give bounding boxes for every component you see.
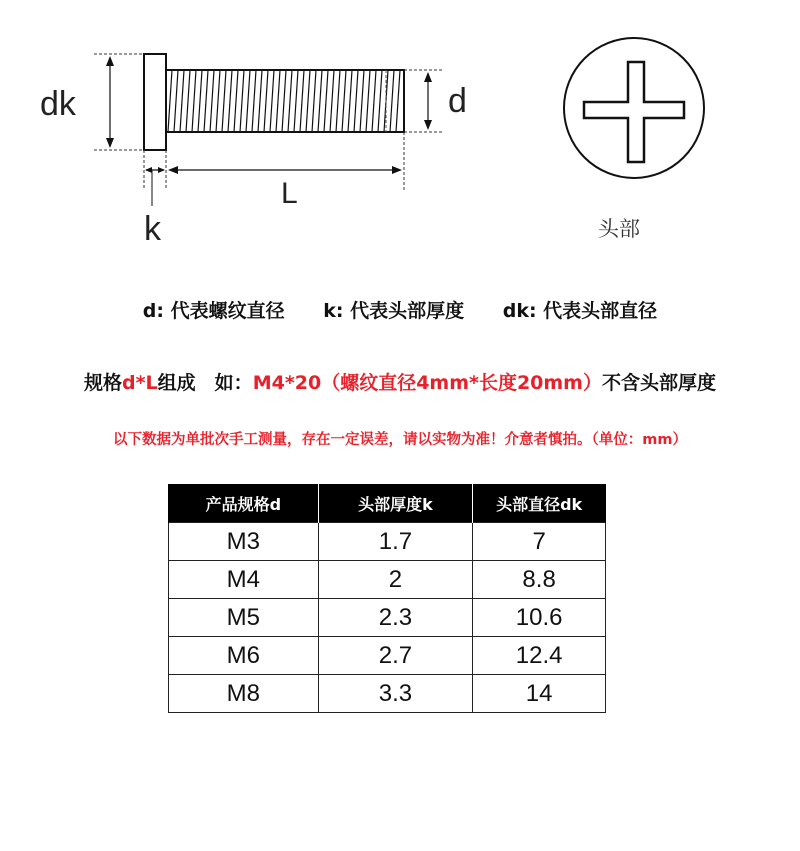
cell-dk: 7 bbox=[473, 523, 606, 561]
cell-dk: 8.8 bbox=[473, 561, 606, 599]
spec-composition bbox=[0, 368, 800, 395]
cell-spec: M6 bbox=[169, 637, 319, 675]
screw-shaft bbox=[166, 70, 404, 132]
cell-k: 2 bbox=[318, 561, 473, 599]
composition-note: 不含头部厚度 bbox=[601, 372, 716, 394]
cell-dk: 10.6 bbox=[473, 599, 606, 637]
legend-d: d: 代表螺纹直径 bbox=[142, 300, 285, 322]
cell-k: 2.3 bbox=[318, 599, 473, 637]
table-header-row bbox=[169, 484, 606, 523]
table-row bbox=[169, 675, 606, 713]
d-label: d bbox=[448, 82, 467, 120]
cell-spec: M4 bbox=[169, 561, 319, 599]
dk-label: dk bbox=[40, 85, 76, 123]
dimension-legend bbox=[0, 296, 800, 323]
cell-dk: 14 bbox=[473, 675, 606, 713]
table-row bbox=[169, 637, 606, 675]
cell-k: 3.3 bbox=[318, 675, 473, 713]
table-row bbox=[169, 523, 606, 561]
header-spec: 产品规格d bbox=[169, 484, 319, 523]
L-label: L bbox=[281, 177, 298, 210]
composition-example: M4*20（螺纹直径4mm*长度20mm） bbox=[252, 372, 602, 394]
legend-dk: dk: 代表头部直径 bbox=[502, 300, 658, 322]
header-head-diameter: 头部直径dk bbox=[473, 484, 606, 523]
screw-head bbox=[144, 54, 166, 150]
table-row bbox=[169, 561, 606, 599]
table-row bbox=[169, 599, 606, 637]
measurement-notice: 以下数据为单批次手工测量，存在一定误差，请以实物为准！介意者慎拍。（单位：mm） bbox=[113, 432, 687, 448]
spec-table bbox=[168, 484, 606, 713]
cell-spec: M8 bbox=[169, 675, 319, 713]
composition-code: d*L bbox=[122, 372, 158, 394]
cell-k: 2.7 bbox=[318, 637, 473, 675]
legend-k: k: 代表头部厚度 bbox=[323, 300, 465, 322]
cell-k: 1.7 bbox=[318, 523, 473, 561]
cell-spec: M5 bbox=[169, 599, 319, 637]
cell-spec: M3 bbox=[169, 523, 319, 561]
header-head-thickness: 头部厚度k bbox=[318, 484, 473, 523]
composition-suffix: 组成 如： bbox=[157, 372, 253, 394]
screw-dimension-diagram bbox=[0, 0, 800, 270]
cell-dk: 12.4 bbox=[473, 637, 606, 675]
head-label: 头部 bbox=[598, 217, 640, 241]
composition-prefix: 规格 bbox=[84, 372, 123, 394]
k-label: k bbox=[144, 210, 161, 248]
